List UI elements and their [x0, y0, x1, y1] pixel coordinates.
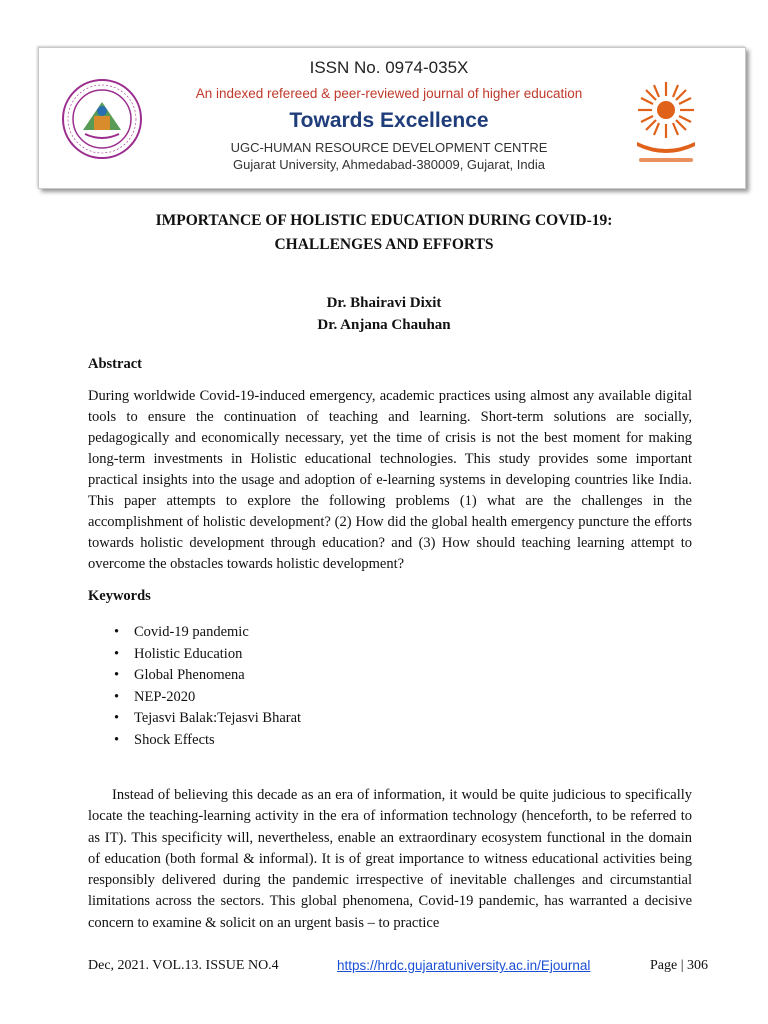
centre-name: UGC-HUMAN RESOURCE DEVELOPMENT CENTRE — [230, 140, 548, 155]
ugc-emblem-icon — [627, 76, 705, 168]
author-name: Dr. Bhairavi Dixit — [326, 295, 442, 311]
abstract-text: During worldwide Covid-19-induced emergency, academic practices using almost any available digital tools to ensure the continuation of teaching and learning. Short-term solutions are socially, pedagogically and economically necessary, yet the time of crisis is not the best moment for making long-term investments in Holistic educational technologies. This study provides some important practical insights into the usage and adoption of e-learning systems in developing countries like India. This paper attempts to explore the following problems (1) what are the challenges in the accomplishment of holistic development? (2) How did the global health emergency puncture the efforts towards holistic development through education? and (3) How should teaching learning attempt to overcome the obstacles towards holistic development? — [88, 388, 692, 572]
paper-title-line-2: CHALLENGES AND EFFORTS — [274, 236, 494, 253]
page-number: Page | 306 — [650, 958, 709, 973]
author-name: Dr. Anjana Chauhan — [317, 317, 451, 333]
keyword-item: • Global Phenomena — [88, 665, 301, 687]
journal-link[interactable]: https://hrdc.gujaratuniversity.ac.in/Ejournal — [337, 958, 591, 973]
university-seal-icon — [61, 78, 143, 160]
paper-title-line-1: IMPORTANCE OF HOLISTIC EDUCATION DURING COVID-19: — [155, 212, 613, 229]
centre-address: Gujarat University, Ahmedabad-380009, Gujarat, India — [233, 157, 545, 172]
keyword-item: • Covid-19 pandemic — [88, 622, 301, 644]
keyword-item: • NEP-2020 — [88, 687, 301, 709]
keyword-item: • Tejasvi Balak:Tejasvi Bharat — [88, 708, 301, 730]
journal-tagline: An indexed refereed & peer-reviewed journal of higher education — [195, 86, 583, 101]
issn-number: ISSN No. 0974-035X — [309, 58, 469, 77]
journal-title: Towards Excellence — [289, 109, 489, 132]
keyword-list — [88, 622, 301, 751]
author-list — [60, 292, 708, 336]
paper-title — [60, 209, 708, 257]
keyword-item: • Shock Effects — [88, 730, 301, 752]
abstract-heading: Abstract — [88, 356, 142, 372]
keyword-item: • Holistic Education — [88, 644, 301, 666]
issue-info: Dec, 2021. VOL.13. ISSUE NO.4 — [88, 958, 279, 973]
intro-paragraph: Instead of believing this decade as an era of information, it would be quite judicious to specifically locate the teaching-learning activity in the era of information technology (henceforth, to be referred to as IT). This specificity will, nevertheless, enable an extraordinary ecosystem functional in the domain of education (both formal & informal). It is of great importance to witness educational activities being responsibly delivered during the pandemic irrespective of inevitable challenges and circumstantial limitations across the sectors. This global phenomena, Covid-19 pandemic, has warranted a decisive concern to examine & solicit on an urgent basis – to practice — [88, 787, 692, 931]
keywords-heading: Keywords — [88, 588, 151, 604]
journal-header — [38, 47, 746, 189]
